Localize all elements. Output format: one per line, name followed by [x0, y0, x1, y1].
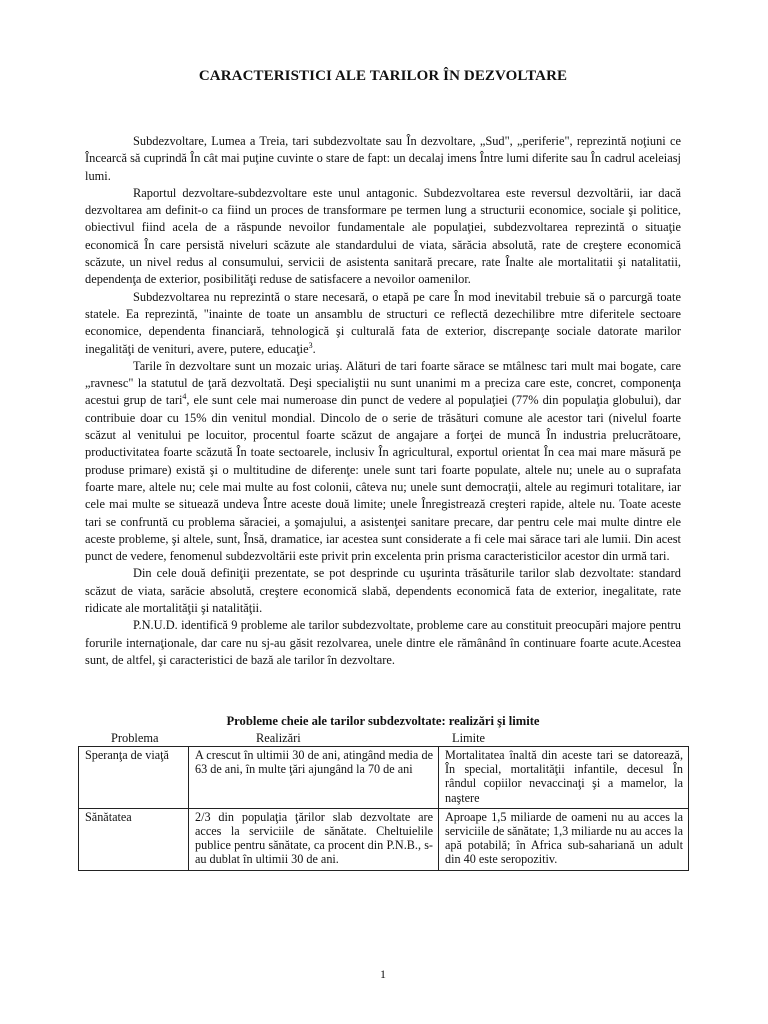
cell-problema: Sănătatea [79, 808, 189, 870]
paragraph-3-text: Subdezvoltarea nu reprezintă o stare necesară, o etapă pe care În mod inevitabil trebuie să o parcurgă toate statele. Ea reprezintă, "inainte de toate un ansamblu de structuri ce reflectă dezechilibre mtre diferitele sectoare economice, dependenta financiară, tehnologică şi culturală fata de exterior, discrepanţe sociale datorate marilor inegalităţi de venituri, avere, putere, educaţie [85, 289, 681, 356]
cell-realizari: A crescut în ultimii 30 de ani, atingând media de 63 de ani, în multe ţări ajungând la 70 de ani [189, 747, 439, 809]
paragraph-4 [85, 358, 681, 566]
paragraph-3: Subdezvoltarea nu reprezintă o stare necesară, o etapă pe care În mod inevitabil trebuie să o parcurgă toate statele. Ea reprezintă, "inainte de toate un ansamblu de structuri ce reflectă dezechilibre mtre diferitele sectoare economice, dependenta financiară, tehnologică şi culturală fata de exterior, discrepanţe sociale datorate marilor inegalităţi de venituri, avere, putere, educaţie$^3$. [85, 289, 681, 356]
cell-problema: Speranţa de viaţă [79, 747, 189, 809]
paragraph-6: P.N.U.D. identifică 9 probleme ale tarilor subdezvoltate, probleme care au constituit preocupări majore pentru forurile internaţionale, dar care nu sj-au găsit rezolvarea, unele dintre ele rămânând în continuare foarte acute.Acestea sunt, de altfel, şi caracteristici de bază ale tarilor în dezvoltare. [85, 618, 681, 667]
cell-realizari: 2/3 din populaţia ţărilor slab dezvoltate are acces la serviciile de sănătate. Cheltuielile publice pentru sănătate, ca procent din P.N.B., s-au dublat în ultimii 30 de ani. [189, 808, 439, 870]
footnote-ref-3: 3 [308, 340, 313, 350]
footnote-ref-4: 4 [182, 392, 187, 402]
document-title: CARACTERISTICI ALE TARILOR ÎN DEZVOLTARE [198, 68, 568, 84]
table-row [79, 747, 689, 809]
paragraph-5: Din cele două definiţii prezentate, se pot desprinde cu uşurinta trăsăturile tarilor slab dezvoltate: standard scăzut de viata, sarăcie absolută, creştere economică slabă, dependents economică fata de exterior, inegalitate, rate ridicate ale mortalităţii şi natalităţii. [85, 566, 681, 616]
paragraph-2: Raportul dezvoltare-subdezvoltare este unul antagonic. Subdezvoltarea este reversul dezvoltării, iar dacă dezvoltarea am definit-o ca fiind un proces de transformare pe termen lung a structurii economice, sociale şi politice, obiectivul fiind acela de a răspunde nevoilor fundamentale ale populaţiei, subdezvoltarea reprezintă o situaţie economică În care persistă niveluri scăzute ale standardului de viata, sărăcia absolută, rate de creştere economică scăzute, un nivel redus al consumului, servicii de asistenta sanitară precare, rate Înalte ale mortalitatii şi natalitatii, dependenţa de exterior, posibilităţi reduse de satisfacere a nevoilor oamenilor. [85, 185, 681, 287]
cell-limite: Mortalitatea înaltă din aceste tari se datorează, În special, mortalităţii infantile, decesul În rândul copiilor nevaccinaţi şi a mamelor, la naştere [439, 747, 689, 809]
paragraph-4-rest: , ele sunt cele mai numeroase din punct de vedere al populaţiei (77% din populaţia globului), dar contribuie doar cu 15% din venitul mondial. Dincolo de o serie de trăsături comune ale acestor tari (nivelul foarte scăzut al venitului pe locuitor, procentul foarte scăzut de angajare a forţei de muncă În industria prelucrătoare, productivitatea foarte scăzută În toate sectoarele, inclusiv În agricultural, exportul orientat În cea mai mare măsură pe produse primare) există şi o multitudine de diferenţe: unele sunt tari foarte populate, altele nu; unele au o suprafata foarte mare, altele nu; cele mai multe au fost colonii, câteva nu; unele sunt democraţii, altele au regimuri totalitare, iar cele mai multe se situează undeva Între aceste două limite; unele Înregistrează creşteri rapide, altele nu. Toate aceste tari se confruntă cu problema săraciei, a şomajului, a asistenţei sanitare precare, dar pentru cele mai multe dintre ele aceste probleme, şi altele, sunt, Însă, dramatice, iar acestea sunt considerate a fi cele mai sărace tari ale lumii. Din acest punct de vedere, fenomenul subdezvoltării este privit prin excelenta prin prisma caracteristicilor acestor din urmă tari. [85, 393, 681, 564]
page-number: 1 [380, 967, 386, 981]
header-realizari: Realizări [256, 731, 301, 745]
document-body [85, 133, 681, 669]
header-limite: Limite [452, 731, 486, 745]
table-caption: Probleme cheie ale tarilor subdezvoltate: realizări şi limite [226, 714, 540, 728]
table-row [79, 808, 689, 870]
cell-limite: Aproape 1,5 miliarde de oameni nu au acces la serviciile de sănătate; 1,3 miliarde nu au acces la apă potabilă; în Africa sub-sahariană un adult din 40 este seropozitiv. [439, 808, 689, 870]
paragraph-1: Subdezvoltare, Lumea a Treia, tari subdezvoltate sau În dezvoltare, „Sud", „periferie", reprezintă noţiuni ce Încearcă să cuprindă În cât mai puţine cuvinte o stare de fapt: un decalaj imens Între lumi diferite sau În cadrul aceleiasj lumi. [85, 134, 681, 183]
problems-table [78, 746, 689, 871]
header-problema: Problema [111, 731, 159, 745]
paragraph-4-text: Tarile în dezvoltare sunt un mozaic uriaş. Alături de tari foarte sărace se mtâlnesc tari mult mai bogate, care „ravnesc" la statutul de ţară dezvoltată. Deşi specialiştii nu sunt unanimi m a preciza care este, concret, componenţa acestui grup de tari [85, 358, 681, 408]
